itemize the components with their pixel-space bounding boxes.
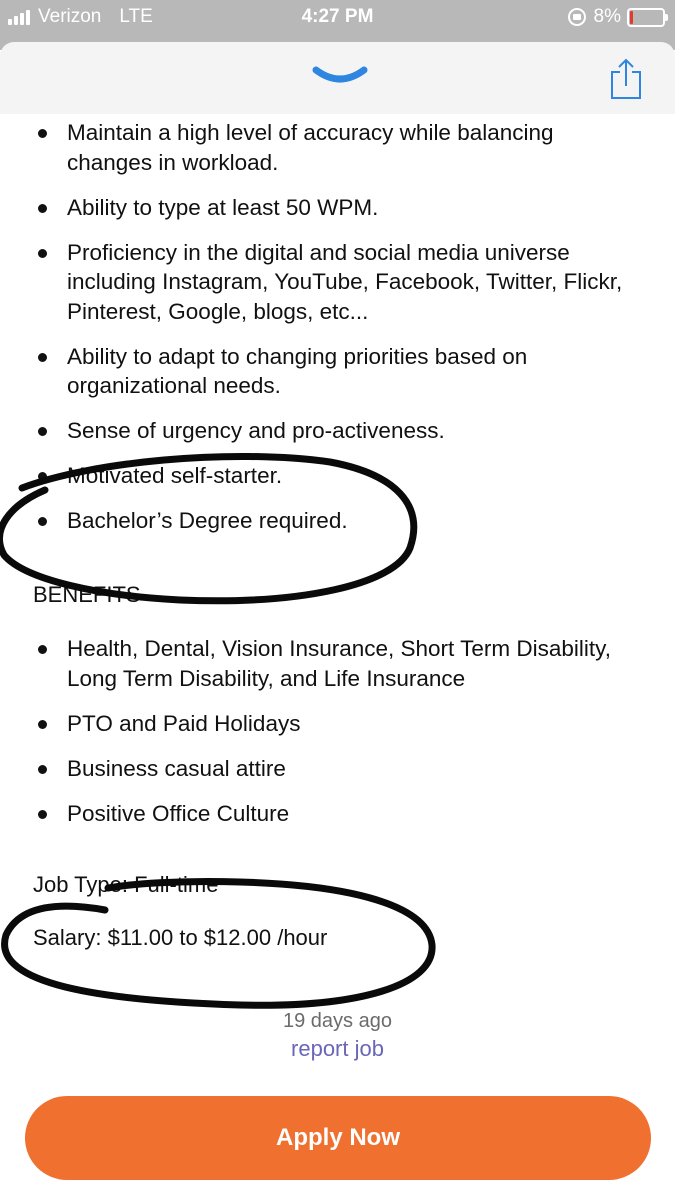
posted-date: 19 days ago	[283, 1010, 392, 1032]
carrier-name: Verizon	[38, 6, 102, 27]
report-job-link[interactable]: report job	[291, 1036, 384, 1061]
sheet-header	[0, 42, 675, 114]
battery-icon	[627, 8, 665, 27]
list-item: Proficiency in the digital and social media universe including Instagram, YouTube, Facebook, Twitter, Flickr, Pinterest, Google, blogs, etc...	[0, 238, 675, 327]
list-item: Motivated self-starter.	[0, 461, 675, 491]
list-item: Ability to adapt to changing priorities based on organizational needs.	[0, 342, 675, 401]
list-item: Business casual attire	[0, 754, 675, 784]
salary: Salary: $11.00 to $12.00 /hour	[33, 925, 328, 950]
battery-percent: 8%	[593, 6, 621, 27]
list-item: Health, Dental, Vision Insurance, Short Term Disability, Long Term Disability, and Life Insurance	[0, 634, 675, 693]
list-item: Ability to type at least 50 WPM.	[0, 193, 675, 223]
network-type: LTE	[119, 6, 153, 27]
list-item: Sense of urgency and pro-activeness.	[0, 416, 675, 446]
benefits-list	[0, 634, 675, 844]
requirements-list	[0, 118, 675, 551]
list-item: Positive Office Culture	[0, 799, 675, 829]
list-item: Bachelor’s Degree required.	[0, 506, 675, 536]
status-bar	[0, 0, 675, 38]
apply-now-button[interactable]: Apply Now	[25, 1096, 651, 1180]
job-type: Job Type: Full-time	[33, 872, 219, 897]
status-right	[568, 6, 665, 28]
share-icon[interactable]	[606, 56, 646, 102]
benefits-heading: BENEFITS	[33, 582, 141, 607]
status-time: 4:27 PM	[301, 6, 374, 27]
list-item: PTO and Paid Holidays	[0, 709, 675, 739]
chevron-down-icon[interactable]	[310, 62, 370, 92]
rotation-lock-icon	[568, 8, 586, 26]
list-item: Maintain a high level of accuracy while balancing changes in workload.	[0, 118, 675, 177]
